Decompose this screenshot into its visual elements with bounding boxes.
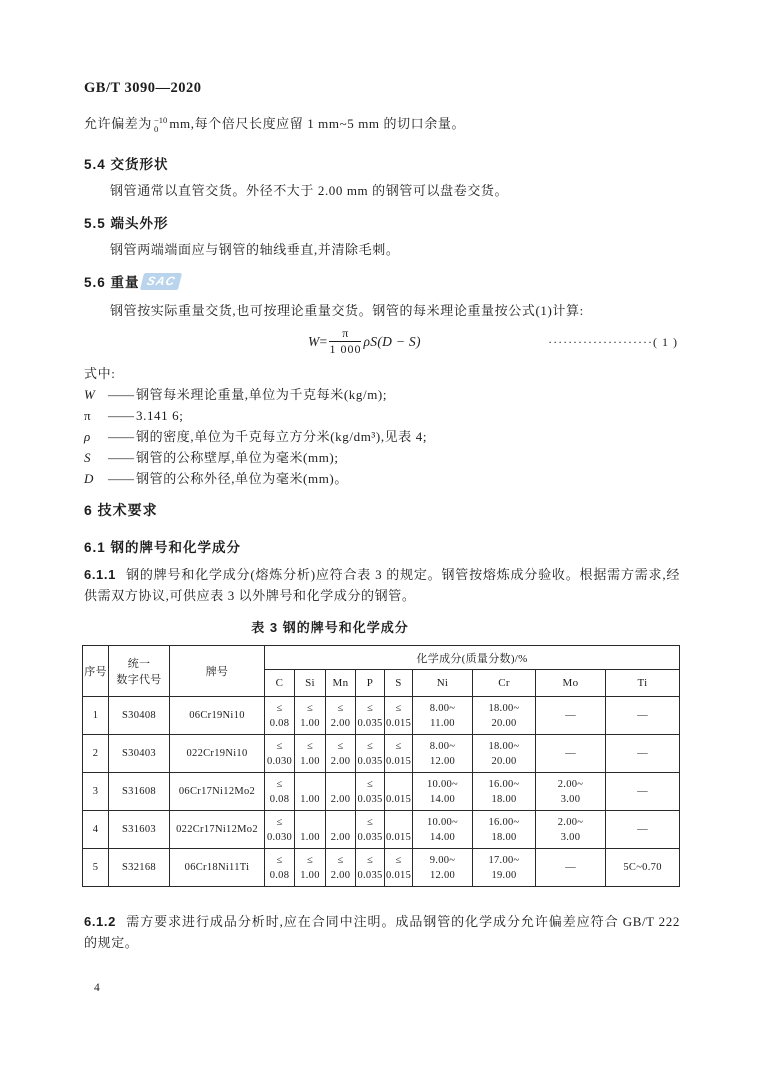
cell-chem-value: 18.00~ 20.00 xyxy=(473,697,536,735)
where-text: 钢管的公称外径,单位为毫米(mm)。 xyxy=(136,471,348,486)
intro-after-tolerance: mm,每个倍尺长度应留 1 mm~5 mm 的切口余量。 xyxy=(169,116,466,131)
table-row xyxy=(83,811,680,849)
cell-chem-value: 8.00~ 12.00 xyxy=(413,735,473,773)
cell-chem-value: ≤ 0.030 xyxy=(265,735,295,773)
where-dash: —— xyxy=(108,429,134,444)
formula-rho-s: ρS xyxy=(363,333,378,349)
where-item xyxy=(84,405,684,426)
cell-code: S31608 xyxy=(109,773,170,811)
element-col-header: P xyxy=(356,670,385,697)
formula-number-label: ( 1 ) xyxy=(653,335,678,349)
clause-6-1-2-number: 6.1.2 xyxy=(84,914,116,929)
chem-composition-table xyxy=(82,645,680,887)
element-col-header: C xyxy=(265,670,295,697)
where-dash: —— xyxy=(108,408,134,423)
section-heading-5-6: 5.6 重量 xyxy=(84,275,140,290)
where-symbol: W xyxy=(84,387,96,402)
cell-grade: 022Cr17Ni12Mo2 xyxy=(170,811,265,849)
section-heading-5-4: 5.4 交货形状 xyxy=(84,157,169,172)
cell-grade: 022Cr19Ni10 xyxy=(170,735,265,773)
table-row xyxy=(83,697,680,735)
where-text: 钢的密度,单位为千克每立方分米(kg/dm³),见表 4; xyxy=(136,429,428,444)
formula-block xyxy=(84,327,678,361)
where-dash: —— xyxy=(108,471,134,486)
formula-dots: ····················· xyxy=(548,335,653,349)
cell-chem-value: ≤ 2.00 xyxy=(326,849,356,887)
table-row xyxy=(83,849,680,887)
cell-chem-value: ≤ 0.035 xyxy=(356,697,385,735)
section-body-5-6: 钢管按实际重量交货,也可按理论重量交货。钢管的每米理论重量按公式(1)计算: xyxy=(110,303,584,318)
cell-chem-value: 8.00~ 11.00 xyxy=(413,697,473,735)
cell-chem-value: 1.00 xyxy=(295,773,326,811)
cell-seq: 5 xyxy=(83,849,109,887)
cell-chem-value: ≤ 0.08 xyxy=(265,773,295,811)
cell-chem-value: 9.00~ 12.00 xyxy=(413,849,473,887)
cell-chem-value: 10.00~ 14.00 xyxy=(413,773,473,811)
cell-grade: 06Cr17Ni12Mo2 xyxy=(170,773,265,811)
cell-chem-value: — xyxy=(606,773,680,811)
clause-6-1-1-text: 钢的牌号和化学成分(熔炼分析)应符合表 3 的规定。钢管按熔炼成分验收。根据需方需求,经供需双方协议,可供应表 3 以外牌号和化学成分的钢管。 xyxy=(84,567,680,603)
where-dash: —— xyxy=(108,387,134,402)
formula-expression xyxy=(308,327,421,356)
cell-chem-value: ≤ 0.035 xyxy=(356,773,385,811)
formula-denominator: 1 000 xyxy=(329,342,362,356)
cell-chem-value: — xyxy=(536,849,606,887)
where-item xyxy=(84,384,684,405)
cell-chem-value: — xyxy=(606,697,680,735)
formula-equals: = xyxy=(319,333,328,349)
clause-6-heading: 6 技术要求 xyxy=(84,502,158,518)
where-list xyxy=(84,384,684,489)
cell-chem-value: 2.00 xyxy=(326,811,356,849)
cell-chem-value: — xyxy=(536,735,606,773)
cell-chem-value: — xyxy=(606,811,680,849)
formula-lhs: W xyxy=(308,333,320,349)
cell-code: S32168 xyxy=(109,849,170,887)
cell-chem-value: ≤ 1.00 xyxy=(295,849,326,887)
cell-chem-value: 1.00 xyxy=(295,811,326,849)
cell-code: S30408 xyxy=(109,697,170,735)
col-header-code xyxy=(109,646,170,697)
col-header-seq: 序号 xyxy=(83,646,109,697)
cell-chem-value: 0.015 xyxy=(385,811,413,849)
element-col-header: Cr xyxy=(473,670,536,697)
cell-chem-value: ≤ 1.00 xyxy=(295,697,326,735)
where-dash: —— xyxy=(108,450,134,465)
where-item xyxy=(84,468,684,489)
clause-6-1-2-paragraph xyxy=(84,911,680,953)
cell-code: S31603 xyxy=(109,811,170,849)
cell-chem-value: ≤ 0.015 xyxy=(385,697,413,735)
clause-6-1-1-number: 6.1.1 xyxy=(84,567,116,582)
cell-chem-value: 17.00~ 19.00 xyxy=(473,849,536,887)
intro-before-tolerance: 允许偏差为 xyxy=(84,116,153,131)
cell-chem-value: ≤ 0.015 xyxy=(385,735,413,773)
cell-chem-value: ≤ 0.030 xyxy=(265,811,295,849)
chem-table-body xyxy=(83,697,680,887)
element-col-header: S xyxy=(385,670,413,697)
cell-chem-value: 10.00~ 14.00 xyxy=(413,811,473,849)
cell-seq: 4 xyxy=(83,811,109,849)
cell-chem-value: ≤ 2.00 xyxy=(326,735,356,773)
where-symbol: π xyxy=(84,408,92,423)
cell-chem-value: ≤ 0.08 xyxy=(265,697,295,735)
cell-chem-value: 16.00~ 18.00 xyxy=(473,811,536,849)
section-heading-5-6-row xyxy=(84,271,180,291)
element-col-header: Ti xyxy=(606,670,680,697)
tolerance-lower: 0 xyxy=(154,124,159,134)
cell-chem-value: — xyxy=(606,735,680,773)
clause-6-1-1-paragraph xyxy=(84,564,680,606)
cell-chem-value: ≤ 1.00 xyxy=(295,735,326,773)
cell-code: S30403 xyxy=(109,735,170,773)
cell-chem-value: 5C~0.70 xyxy=(606,849,680,887)
section-body-5-4: 钢管通常以直管交货。外径不大于 2.00 mm 的钢管可以盘卷交货。 xyxy=(110,183,509,198)
cell-seq: 2 xyxy=(83,735,109,773)
page-number: 4 xyxy=(94,982,100,994)
element-col-header: Si xyxy=(295,670,326,697)
clause-6-1-heading: 6.1 钢的牌号和化学成分 xyxy=(84,540,242,555)
cell-chem-value: ≤ 2.00 xyxy=(326,697,356,735)
formula-numerator: π xyxy=(329,327,361,342)
intro-paragraph xyxy=(84,113,684,134)
table-row xyxy=(83,735,680,773)
clause-6-1-2-text: 需方要求进行成品分析时,应在合同中注明。成品钢管的化学成分允许偏差应符合 GB/T 222 的规定。 xyxy=(84,914,680,950)
where-text: 钢管每米理论重量,单位为千克每米(kg/m); xyxy=(136,387,388,402)
cell-chem-value: ≤ 0.08 xyxy=(265,849,295,887)
where-text: 钢管的公称壁厚,单位为毫米(mm); xyxy=(136,450,339,465)
tolerance-stack xyxy=(154,116,167,134)
table-row xyxy=(83,773,680,811)
where-symbol: S xyxy=(84,450,92,465)
where-symbol: D xyxy=(84,471,94,486)
formula-fraction xyxy=(329,327,361,356)
cell-grade: 06Cr18Ni11Ti xyxy=(170,849,265,887)
cell-chem-value: 2.00~ 3.00 xyxy=(536,811,606,849)
col-header-code-line2: 数字代号 xyxy=(116,674,162,686)
cell-chem-value: 2.00 xyxy=(326,773,356,811)
tolerance-upper: −10 xyxy=(154,115,168,125)
section-body-5-5: 钢管两端端面应与钢管的轴线垂直,并清除毛刺。 xyxy=(110,242,400,257)
element-col-header: Mo xyxy=(536,670,606,697)
standard-number: GB/T 3090—2020 xyxy=(84,80,202,96)
where-item xyxy=(84,447,684,468)
where-symbol: ρ xyxy=(84,429,91,444)
cell-seq: 1 xyxy=(83,697,109,735)
formula-paren: (D − S) xyxy=(377,333,421,349)
cell-chem-value: ≤ 0.035 xyxy=(356,735,385,773)
where-text: 3.141 6; xyxy=(136,408,184,423)
col-header-grade: 牌号 xyxy=(170,646,265,697)
section-heading-5-5: 5.5 端头外形 xyxy=(84,216,169,231)
cell-chem-value: 18.00~ 20.00 xyxy=(473,735,536,773)
table-3-caption: 表 3 钢的牌号和化学成分 xyxy=(251,620,409,635)
where-intro: 式中: xyxy=(84,366,116,381)
cell-chem-value: ≤ 0.035 xyxy=(356,811,385,849)
cell-grade: 06Cr19Ni10 xyxy=(170,697,265,735)
cell-chem-value: 0.015 xyxy=(385,773,413,811)
element-col-header: Ni xyxy=(413,670,473,697)
formula-leader-dots xyxy=(548,335,678,350)
sac-watermark-logo: SAC xyxy=(139,273,182,290)
col-header-chem-group: 化学成分(质量分数)/% xyxy=(265,646,680,670)
cell-seq: 3 xyxy=(83,773,109,811)
cell-chem-value: 2.00~ 3.00 xyxy=(536,773,606,811)
col-header-code-line1: 统一 xyxy=(127,658,151,670)
cell-chem-value: ≤ 0.035 xyxy=(356,849,385,887)
cell-chem-value: 16.00~ 18.00 xyxy=(473,773,536,811)
element-col-header: Mn xyxy=(326,670,356,697)
cell-chem-value: ≤ 0.015 xyxy=(385,849,413,887)
where-item xyxy=(84,426,684,447)
cell-chem-value: — xyxy=(536,697,606,735)
